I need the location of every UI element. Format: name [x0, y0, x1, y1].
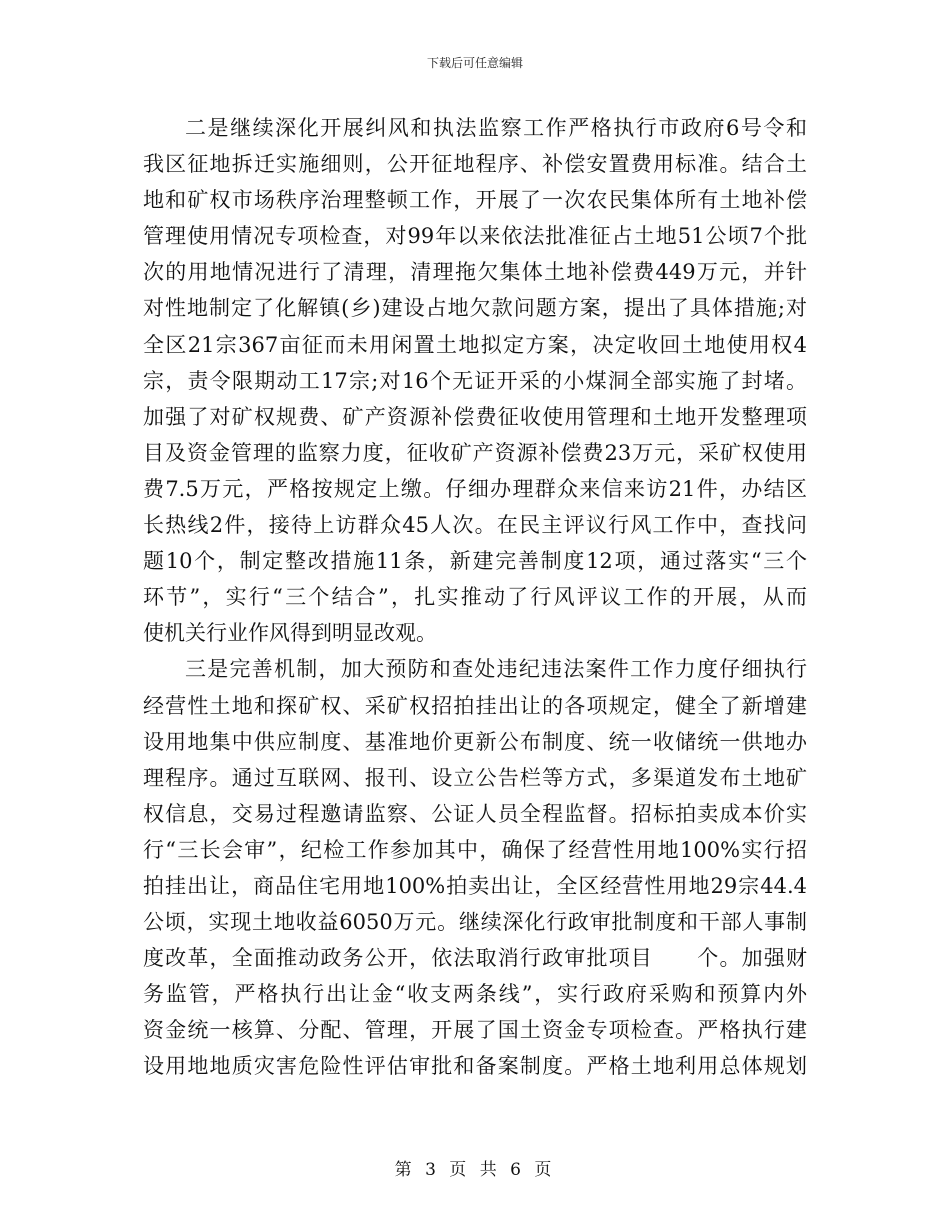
text-line: 次的用地情况进行了清理，清理拖欠集体土地补偿费449万元，并针 [143, 260, 807, 285]
text-line: 加强了对矿权规费、矿产资源补偿费征收使用管理和土地开发整理项 [143, 404, 807, 429]
text-line: 地和矿权市场秩序治理整顿工作，开展了一次农民集体所有土地补偿 [143, 188, 807, 213]
text-line: 务监管，严格执行出让金“收支两条线”，实行政府采购和预算内外 [143, 982, 807, 1007]
text-line: 全区21宗367亩征而未用闲置土地拟定方案，决定收回土地使用权4 [143, 332, 807, 357]
text-line: 拍挂出让，商品住宅用地100%拍卖出让，全区经营性用地29宗44.4 [143, 873, 807, 898]
text-line: 设用地地质灾害危险性评估审批和备案制度。严格土地利用总体规划 [143, 1054, 807, 1079]
text-line: 对性地制定了化解镇(乡)建设占地欠款问题方案，提出了具体措施;对 [143, 296, 807, 321]
page-number-footer: 第 3 页 共 6 页 [394, 1160, 556, 1180]
text-line: 三是完善机制，加大预防和查处违纪违法案件工作力度仔细执行 [185, 657, 807, 682]
text-line: 行“三长会审”，纪检工作参加其中，确保了经营性用地100%实行招 [143, 837, 807, 862]
text-line: 宗，责令限期动工17宗;对16个无证开采的小煤洞全部实施了封堵。 [143, 368, 807, 393]
text-line: 长热线2件，接待上访群众45人次。在民主评议行风工作中，查找问 [143, 513, 807, 538]
text-line: 目及资金管理的监察力度，征收矿产资源补偿费23万元，采矿权使用 [143, 440, 807, 465]
text-line: 我区征地拆迁实施细则，公开征地程序、补偿安置费用标准。结合土 [143, 152, 807, 177]
text-line: 理程序。通过互联网、报刊、设立公告栏等方式，多渠道发布土地矿 [143, 765, 807, 790]
text-line: 二是继续深化开展纠风和执法监察工作严格执行市政府6号令和 [185, 116, 807, 140]
text-line: 设用地集中供应制度、基准地价更新公布制度、统一收储统一供地办 [143, 729, 807, 754]
page-header-note: 下载后可任意编辑 [426, 56, 523, 70]
text-line: 资金统一核算、分配、管理，开展了国土资金专项检查。严格执行建 [143, 1018, 807, 1043]
text-line: 环节”，实行“三个结合”，扎实推动了行风评议工作的开展，从而 [143, 585, 807, 610]
text-line: 权信息，交易过程邀请监察、公证人员全程监督。招标拍卖成本价实 [143, 801, 807, 826]
text-line: 公顷，实现土地收益6050万元。继续深化行政审批制度和干部人事制 [143, 910, 807, 935]
text-line: 度改革，全面推动政务公开，依法取消行政审批项目 个。加强财 [143, 946, 807, 971]
paragraph-2 [143, 110, 807, 651]
text-line: 使机关行业作风得到明显改观。 [143, 621, 437, 646]
text-line: 经营性土地和探矿权、采矿权招拍挂出让的各项规定，健全了新增建 [143, 693, 807, 718]
text-line: 题10个，制定整改措施11条，新建完善制度12项，通过落实“三个 [143, 549, 807, 574]
text-line: 管理使用情况专项检查，对99年以来依法批准征占土地51公顷7个批 [143, 224, 807, 249]
text-line: 费7.5万元，严格按规定上缴。仔细办理群众来信来访21件，办结区 [143, 476, 807, 501]
paragraph-3 [143, 651, 807, 1084]
document-body [143, 110, 807, 1085]
